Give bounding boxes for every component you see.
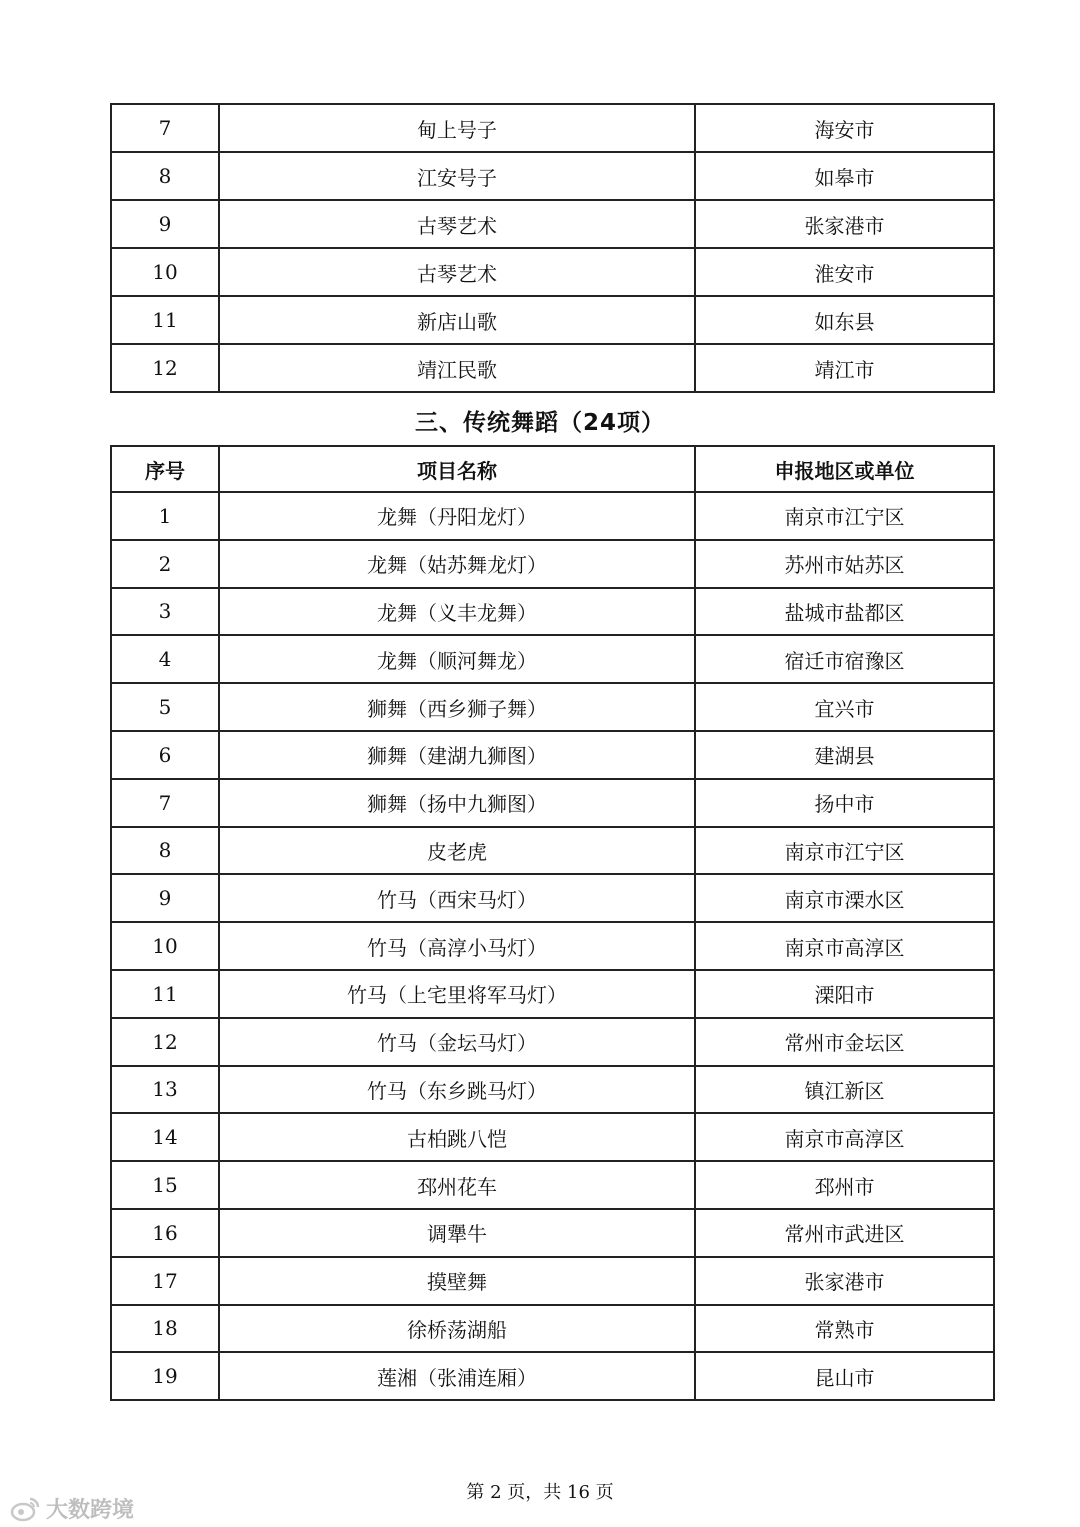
- cell-no: 11: [111, 296, 219, 344]
- table-row: [111, 731, 994, 779]
- cell-name: 竹马（上宅里将军马灯）: [219, 970, 695, 1018]
- table-row: [111, 1113, 994, 1161]
- cell-region: 南京市高淳区: [695, 1113, 994, 1161]
- cell-name: 狮舞（扬中九狮图）: [219, 779, 695, 827]
- cell-no: 10: [111, 922, 219, 970]
- cell-no: 11: [111, 970, 219, 1018]
- cell-name: 狮舞（西乡狮子舞）: [219, 683, 695, 731]
- cell-name: 龙舞（义丰龙舞）: [219, 588, 695, 636]
- table-row: [111, 779, 994, 827]
- main-table: [110, 445, 995, 1401]
- cell-region: 如东县: [695, 296, 994, 344]
- cell-no: 6: [111, 731, 219, 779]
- cell-region: 邳州市: [695, 1161, 994, 1209]
- cell-name: 竹马（高淳小马灯）: [219, 922, 695, 970]
- cell-no: 17: [111, 1257, 219, 1305]
- table-row: [111, 492, 994, 540]
- cell-no: 8: [111, 152, 219, 200]
- table-row: [111, 104, 994, 152]
- table-row: [111, 683, 994, 731]
- cell-no: 12: [111, 1018, 219, 1066]
- cell-name: 江安号子: [219, 152, 695, 200]
- table-row: [111, 635, 994, 683]
- cell-no: 3: [111, 588, 219, 636]
- cell-region: 如皋市: [695, 152, 994, 200]
- cell-name: 龙舞（姑苏舞龙灯）: [219, 540, 695, 588]
- cell-region: 张家港市: [695, 1257, 994, 1305]
- cell-region: 苏州市姑苏区: [695, 540, 994, 588]
- watermark: [10, 1493, 134, 1524]
- cell-region: 南京市江宁区: [695, 827, 994, 875]
- table-row: [111, 1209, 994, 1257]
- cell-region: 南京市高淳区: [695, 922, 994, 970]
- cell-region: 建湖县: [695, 731, 994, 779]
- cell-region: 常州市金坛区: [695, 1018, 994, 1066]
- cell-name: 狮舞（建湖九狮图）: [219, 731, 695, 779]
- cell-region: 淮安市: [695, 248, 994, 296]
- cell-name: 古琴艺术: [219, 200, 695, 248]
- cell-region: 扬中市: [695, 779, 994, 827]
- table-row: [111, 1257, 994, 1305]
- table-row: [111, 827, 994, 875]
- cell-region: 靖江市: [695, 344, 994, 392]
- header-region: 申报地区或单位: [695, 446, 994, 492]
- cell-name: 古柏跳八恺: [219, 1113, 695, 1161]
- cell-no: 7: [111, 779, 219, 827]
- page-number: 第 2 页，共 16 页: [466, 1482, 614, 1503]
- cell-no: 1: [111, 492, 219, 540]
- cell-name: 靖江民歌: [219, 344, 695, 392]
- cell-no: 14: [111, 1113, 219, 1161]
- cell-region: 常州市武进区: [695, 1209, 994, 1257]
- cell-region: 宿迁市宿豫区: [695, 635, 994, 683]
- weibo-style-logo-icon: [10, 1496, 40, 1522]
- cell-region: 海安市: [695, 104, 994, 152]
- cell-name: 莲湘（张浦连厢）: [219, 1352, 695, 1400]
- cell-region: 常熟市: [695, 1305, 994, 1353]
- watermark-text: 大数跨境: [46, 1498, 135, 1523]
- table-row: [111, 1066, 994, 1114]
- cell-region: 镇江新区: [695, 1066, 994, 1114]
- cell-name: 甸上号子: [219, 104, 695, 152]
- cell-region: 南京市溧水区: [695, 874, 994, 922]
- cell-no: 12: [111, 344, 219, 392]
- cell-no: 19: [111, 1352, 219, 1400]
- table-row: [111, 152, 994, 200]
- cell-no: 10: [111, 248, 219, 296]
- table-row: [111, 1305, 994, 1353]
- cell-no: 16: [111, 1209, 219, 1257]
- table-row: [111, 1161, 994, 1209]
- cell-name: 邳州花车: [219, 1161, 695, 1209]
- cell-name: 徐桥荡湖船: [219, 1305, 695, 1353]
- cell-no: 8: [111, 827, 219, 875]
- cell-name: 竹马（金坛马灯）: [219, 1018, 695, 1066]
- table-row: [111, 970, 994, 1018]
- cell-region: 张家港市: [695, 200, 994, 248]
- cell-no: 2: [111, 540, 219, 588]
- cell-name: 皮老虎: [219, 827, 695, 875]
- top-table: [110, 103, 995, 393]
- cell-no: 7: [111, 104, 219, 152]
- cell-no: 9: [111, 874, 219, 922]
- cell-region: 昆山市: [695, 1352, 994, 1400]
- cell-name: 新店山歌: [219, 296, 695, 344]
- cell-name: 龙舞（丹阳龙灯）: [219, 492, 695, 540]
- cell-name: 竹马（西宋马灯）: [219, 874, 695, 922]
- table-row: [111, 922, 994, 970]
- table-row: [111, 1018, 994, 1066]
- cell-name: 调犟牛: [219, 1209, 695, 1257]
- cell-no: 4: [111, 635, 219, 683]
- cell-no: 9: [111, 200, 219, 248]
- cell-no: 13: [111, 1066, 219, 1114]
- cell-no: 15: [111, 1161, 219, 1209]
- cell-name: 竹马（东乡跳马灯）: [219, 1066, 695, 1114]
- header-name: 项目名称: [219, 446, 695, 492]
- cell-region: 宜兴市: [695, 683, 994, 731]
- table-row: [111, 200, 994, 248]
- section-title: 三、传统舞蹈（24项）: [414, 410, 665, 436]
- cell-name: 摸壁舞: [219, 1257, 695, 1305]
- table-row: [111, 296, 994, 344]
- table-row: [111, 874, 994, 922]
- table-row: [111, 588, 994, 636]
- cell-region: 南京市江宁区: [695, 492, 994, 540]
- table-header-row: [111, 446, 994, 492]
- table-row: [111, 540, 994, 588]
- table-row: [111, 344, 994, 392]
- cell-name: 龙舞（顺河舞龙）: [219, 635, 695, 683]
- cell-no: 18: [111, 1305, 219, 1353]
- cell-no: 5: [111, 683, 219, 731]
- cell-region: 溧阳市: [695, 970, 994, 1018]
- table-row: [111, 248, 994, 296]
- header-no: 序号: [111, 446, 219, 492]
- cell-name: 古琴艺术: [219, 248, 695, 296]
- table-row: [111, 1352, 994, 1400]
- cell-region: 盐城市盐都区: [695, 588, 994, 636]
